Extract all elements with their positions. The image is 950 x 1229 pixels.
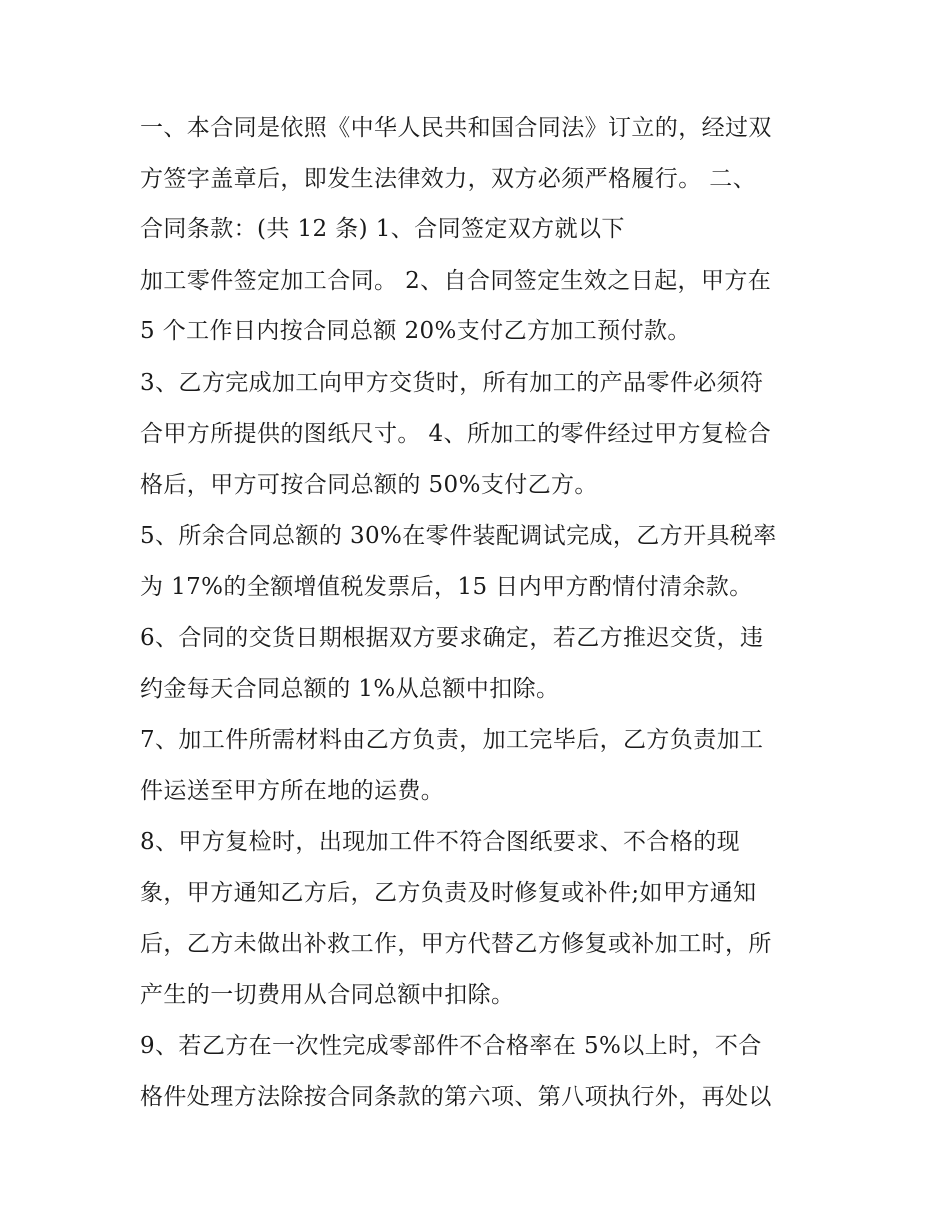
- text-line: 格后，甲方可按合同总额的 50%支付乙方。: [140, 472, 598, 498]
- text-line: 3、乙方完成加工向甲方交货时，所有加工的产品零件必须符: [140, 370, 764, 396]
- text-line: 合甲方所提供的图纸尺寸。 4、所加工的零件经过甲方复检合: [140, 421, 772, 447]
- text-line: 9、若乙方在一次性完成零部件不合格率在 5%以上时，不合: [140, 1033, 762, 1059]
- text-line: 格件处理方法除按合同条款的第六项、第八项执行外，再处以: [140, 1084, 772, 1110]
- text-line: 件运送至甲方所在地的运费。: [140, 778, 445, 804]
- text-line: 8、甲方复检时，出现加工件不符合图纸要求、不合格的现: [140, 829, 741, 855]
- text-line: 方签字盖章后，即发生法律效力，双方必须严格履行。 二、: [140, 166, 757, 192]
- text-line: 一、本合同是依照《中华人民共和国合同法》订立的，经过双: [140, 115, 772, 141]
- text-line: 5 个工作日内按合同总额 20%支付乙方加工预付款。: [140, 318, 691, 344]
- text-line: 6、合同的交货日期根据双方要求确定，若乙方推迟交货，违: [140, 625, 764, 651]
- text-line: 约金每天合同总额的 1%从总额中扣除。: [140, 676, 560, 702]
- text-line: 后，乙方未做出补救工作，甲方代替乙方修复或补加工时，所: [140, 931, 772, 957]
- text-line: 象，甲方通知乙方后，乙方负责及时修复或补件;如甲方通知: [140, 880, 757, 906]
- text-line: 为 17%的全额增值税发票后，15 日内甲方酌情付清余款。: [140, 574, 753, 600]
- text-line: 加工零件签定加工合同。 2、自合同签定生效之日起，甲方在: [140, 268, 772, 294]
- text-line: 5、所余合同总额的 30%在零件装配调试完成，乙方开具税率: [140, 523, 777, 549]
- text-line: 7、加工件所需材料由乙方负责，加工完毕后，乙方负责加工: [140, 727, 764, 753]
- text-line: 合同条款：(共 12 条) 1、合同签定双方就以下: [140, 216, 625, 242]
- text-line: 产生的一切费用从合同总额中扣除。: [140, 982, 515, 1008]
